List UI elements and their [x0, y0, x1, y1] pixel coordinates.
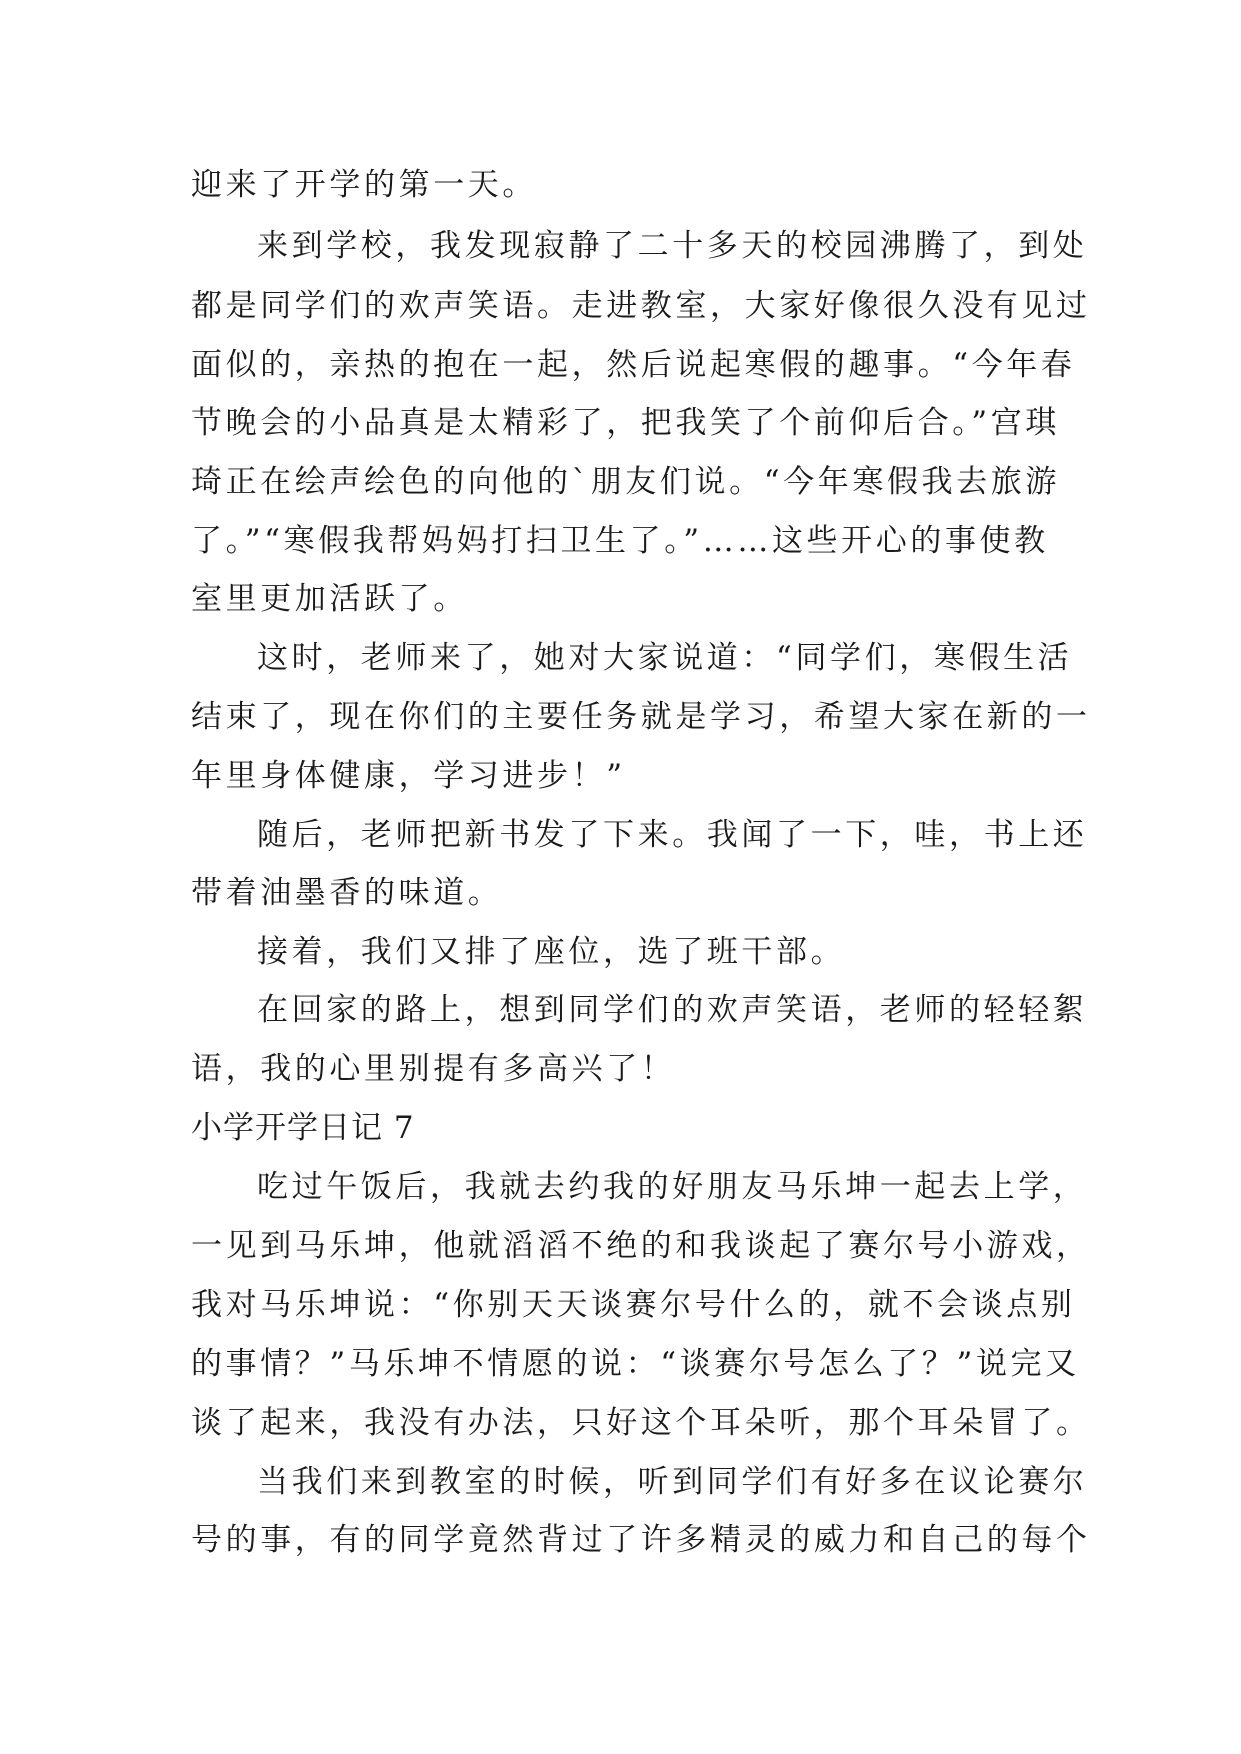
paragraph-start-line: 随后，老师把新书发了下来。我闻了一下，哇，书上还 — [257, 817, 1088, 853]
text-line: 室里更加活跃了。 — [191, 581, 468, 617]
text-line: 的事情？”马乐坤不情愿的说：“谈赛尔号怎么了？”说完又 — [191, 1346, 1080, 1382]
text-line: 节晚会的小品真是太精彩了，把我笑了个前仰后合。”宫琪 — [191, 405, 1060, 441]
text-line: 一见到马乐坤，他就滔滔不绝的和我谈起了赛尔号小游戏， — [191, 1228, 1091, 1264]
text-line: 面似的，亲热的抱在一起，然后说起寒假的趣事。“今年春 — [191, 347, 1076, 383]
text-line: 号的事，有的同学竟然背过了许多精灵的威力和自己的每个 — [191, 1522, 1091, 1558]
paragraph-start-line: 来到学校，我发现寂静了二十多天的校园沸腾了，到处 — [257, 228, 1088, 264]
text-line: 了。”“寒假我帮妈妈打扫卫生了。”……这些开心的事使教 — [191, 523, 1049, 559]
text-line: 我对马乐坤说：“你别天天谈赛尔号什么的，就不会谈点别 — [191, 1287, 1076, 1323]
text-line: 结束了，现在你们的主要任务就是学习，希望大家在新的一 — [191, 699, 1091, 735]
section-heading: 小学开学日记 7 — [191, 1110, 415, 1146]
text-line: 语，我的心里别提有多高兴了！ — [191, 1051, 676, 1087]
text-line: 带着油墨香的味道。 — [191, 875, 503, 911]
paragraph-start-line: 这时，老师来了，她对大家说道：“同学们，寒假生活 — [257, 640, 1073, 676]
paragraph-start-line: 吃过午饭后，我就去约我的好朋友马乐坤一起去上学， — [257, 1169, 1088, 1205]
text-line: 年里身体健康，学习进步！” — [191, 758, 626, 794]
text-line: 都是同学们的欢声笑语。走进教室，大家好像很久没有见过 — [191, 288, 1091, 324]
text-line: 谈了起来，我没有办法，只好这个耳朵听，那个耳朵冒了。 — [191, 1405, 1091, 1441]
text-line: 琦正在绘声绘色的向他的`朋友们说。“今年寒假我去旅游 — [191, 464, 1060, 500]
paragraph-start-line: 在回家的路上，想到同学们的欢声笑语，老师的轻轻絮 — [257, 992, 1088, 1028]
text-line: 迎来了开学的第一天。 — [191, 167, 537, 203]
paragraph-start-line: 接着，我们又排了座位，选了班干部。 — [257, 934, 846, 970]
paragraph-start-line: 当我们来到教室的时候，听到同学们有好多在议论赛尔 — [257, 1464, 1088, 1500]
